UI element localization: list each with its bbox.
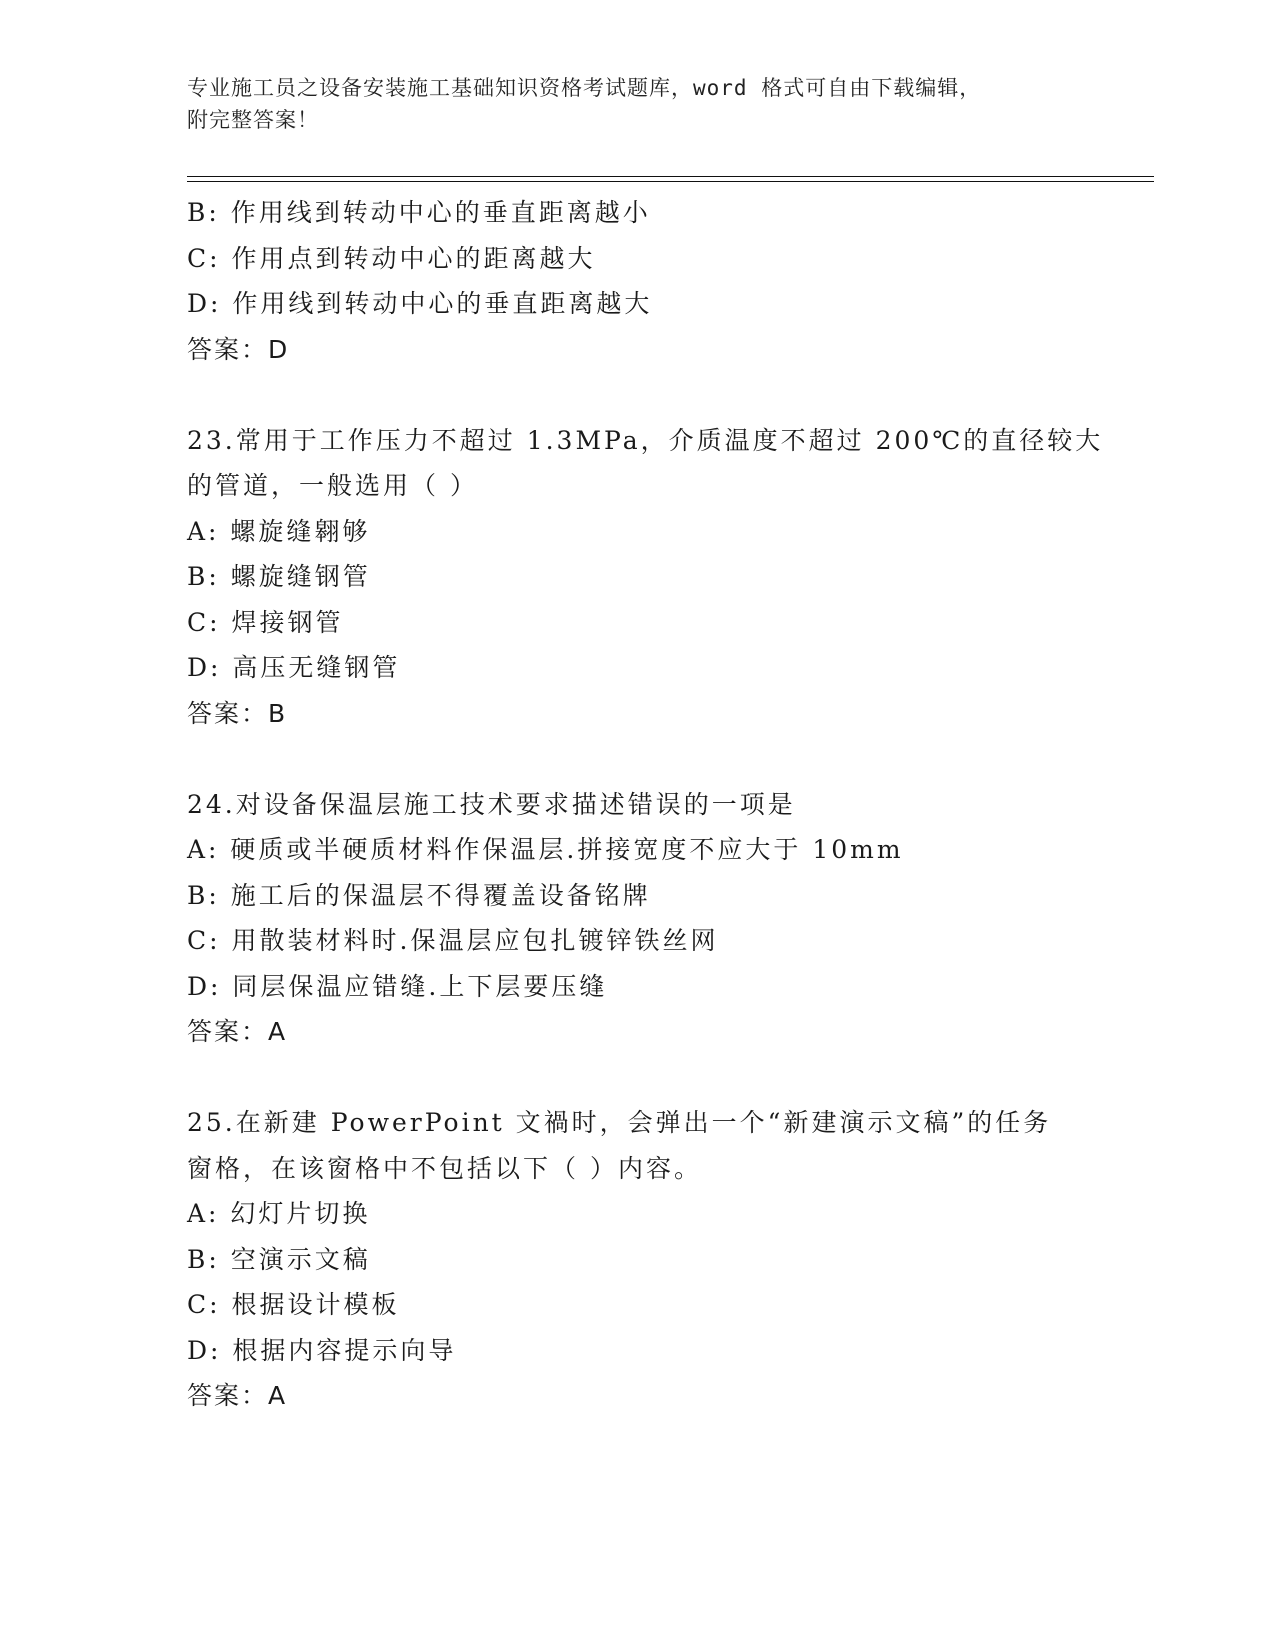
option-d: D: 根据内容提示向导 — [187, 1335, 457, 1365]
header-rule-top — [187, 176, 1154, 177]
option-c: C: 焊接钢管 — [187, 607, 344, 637]
spacer — [187, 1055, 1087, 1101]
question-stem-line-1: 25.在新建 PowerPoint 文禍时，会弹出一个“新建演示文稿”的任务 — [187, 1108, 1052, 1137]
option-a: A: 螺旋缝翱够 — [187, 516, 371, 546]
option-b: B: 螺旋缝钢管 — [187, 562, 371, 591]
option-b: B: 空演示文稿 — [187, 1244, 371, 1274]
document-header — [187, 72, 1067, 136]
answer: 答案：B — [187, 698, 288, 728]
question-24 — [187, 782, 1087, 1055]
option-b: B: 施工后的保温层不得覆盖设备铭牌 — [187, 880, 651, 910]
option-b: B: 作用线到转动中心的垂直距离越小 — [187, 198, 651, 227]
option-a: A: 硬质或半硬质材料作保温层.拼接宽度不应大于 10mm — [187, 835, 904, 864]
question-23 — [187, 418, 1104, 737]
question-stem-line-2: 窗格，在该窗格中不包括以下（ ）内容。 — [187, 1153, 702, 1183]
spacer — [187, 372, 1087, 418]
header-line-1: 专业施工员之设备安装施工基础知识资格考试题库，word 格式可自由下载编辑， — [187, 76, 982, 100]
option-c: C: 作用点到转动中心的距离越大 — [187, 243, 596, 273]
question-stem-line-2: 的管道，一般选用（ ） — [187, 471, 478, 500]
option-c: C: 用散装材料时.保温层应包扎镀锌铁丝网 — [187, 926, 719, 955]
question-25 — [187, 1100, 1087, 1419]
option-d: D: 高压无缝钢管 — [187, 653, 401, 682]
answer: 答案：D — [187, 334, 290, 364]
option-a: A: 幻灯片切换 — [187, 1199, 371, 1228]
option-d: D: 同层保温应错缝.上下层要压缝 — [187, 971, 608, 1001]
answer: 答案：A — [187, 1381, 288, 1410]
spacer — [187, 736, 1087, 782]
question-list — [187, 190, 1104, 1419]
question-22 — [187, 190, 1087, 372]
header-line-2: 附完整答案！ — [187, 108, 319, 132]
question-stem-line-1: 24.对设备保温层施工技术要求描述错误的一项是 — [187, 789, 796, 819]
option-d: D: 作用线到转动中心的垂直距离越大 — [187, 289, 653, 318]
answer: 答案：A — [187, 1017, 288, 1046]
option-c: C: 根据设计模板 — [187, 1290, 400, 1319]
header-rule-bottom — [187, 181, 1154, 182]
question-stem-line-1: 23.常用于工作压力不超过 1.3MPa，介质温度不超过 200℃的直径较大 — [187, 425, 1104, 455]
